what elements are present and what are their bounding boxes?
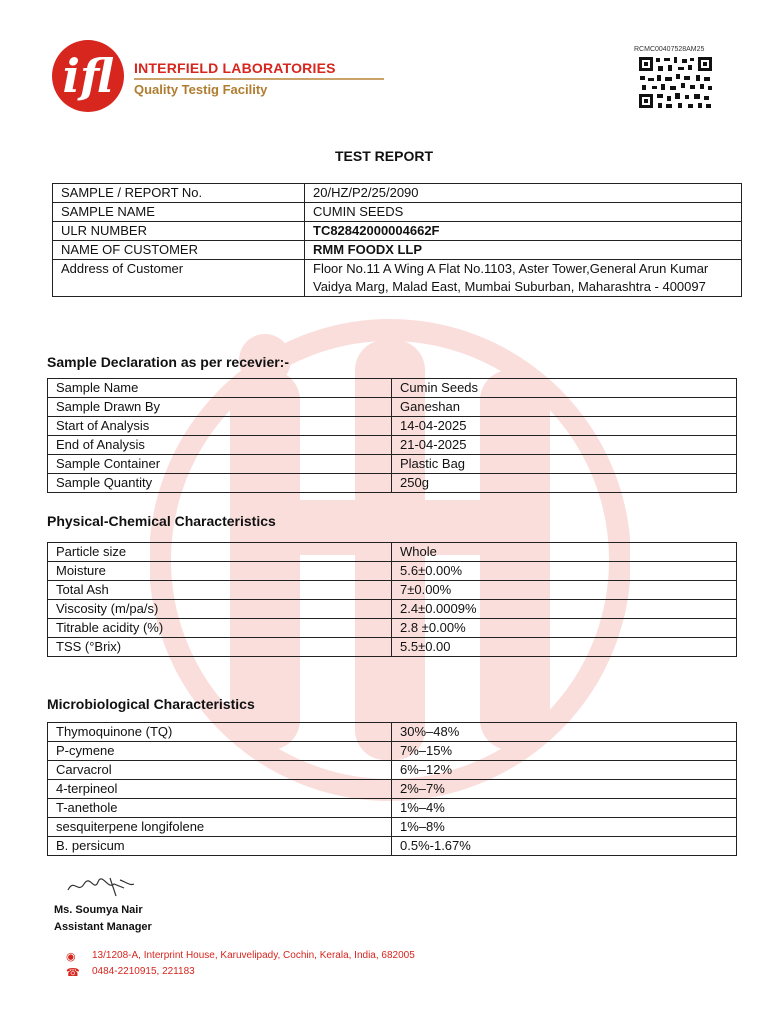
physical-chemical-row: [48, 581, 737, 600]
logo-divider: [134, 78, 384, 80]
row-label: Titrable acidity (%): [48, 619, 392, 638]
physical-chemical-row: [48, 638, 737, 657]
row-value: 5.6±0.00%: [392, 562, 737, 581]
physical-chemical-row: [48, 543, 737, 562]
physical-chemical-heading: Physical-Chemical Characteristics: [47, 513, 276, 529]
report-info-row: [53, 222, 742, 241]
row-label: Address of Customer: [53, 260, 305, 297]
company-tagline: Quality Testig Facility: [134, 82, 268, 97]
row-label: Sample Quantity: [48, 474, 392, 493]
microbiological-row: [48, 723, 737, 742]
physical-chemical-row: [48, 562, 737, 581]
microbiological-row: [48, 818, 737, 837]
row-value: 2%–7%: [392, 780, 737, 799]
row-value: 20/HZ/P2/25/2090: [305, 184, 742, 203]
row-value: Floor No.11 A Wing A Flat No.1103, Aster Tower,General Arun Kumar Vaidya Marg, Malad East, Mumbai Suburban, Maharashtra - 400097: [305, 260, 742, 297]
row-value: Cumin Seeds: [392, 379, 737, 398]
row-value: 30%–48%: [392, 723, 737, 742]
phone-icon: ☎: [66, 966, 80, 979]
microbiological-heading: Microbiological Characteristics: [47, 696, 255, 712]
footer-phone: 0484-2210915, 221183: [92, 966, 195, 977]
row-value: 250g: [392, 474, 737, 493]
row-label: Carvacrol: [48, 761, 392, 780]
signatory-designation: Assistant Manager: [54, 921, 152, 933]
sample-declaration-table: [47, 378, 737, 493]
row-label: Viscosity (m/pa/s): [48, 600, 392, 619]
row-label: SAMPLE / REPORT No.: [53, 184, 305, 203]
sample-declaration-row: [48, 379, 737, 398]
location-icon: ◉: [66, 950, 76, 963]
row-label: ULR NUMBER: [53, 222, 305, 241]
sample-declaration-row: [48, 398, 737, 417]
row-value: 1%–4%: [392, 799, 737, 818]
microbiological-row: [48, 761, 737, 780]
row-value: 7%–15%: [392, 742, 737, 761]
row-value: CUMIN SEEDS: [305, 203, 742, 222]
row-value: 0.5%-1.67%: [392, 837, 737, 856]
signature: [64, 872, 136, 900]
row-value: Ganeshan: [392, 398, 737, 417]
sample-declaration-heading: Sample Declaration as per recevier:-: [47, 354, 290, 370]
row-label: Sample Drawn By: [48, 398, 392, 417]
row-label: Total Ash: [48, 581, 392, 600]
microbiological-row: [48, 799, 737, 818]
signatory-name: Ms. Soumya Nair: [54, 904, 143, 916]
row-value: 7±0.00%: [392, 581, 737, 600]
microbiological-row: [48, 837, 737, 856]
qr-code-icon: [638, 56, 714, 110]
sample-declaration-row: [48, 474, 737, 493]
row-label: NAME OF CUSTOMER: [53, 241, 305, 260]
row-label: Particle size: [48, 543, 392, 562]
sample-declaration-row: [48, 417, 737, 436]
report-info-table: [52, 183, 742, 297]
logo-mark: ifl: [52, 40, 124, 112]
row-label: SAMPLE NAME: [53, 203, 305, 222]
microbiological-row: [48, 780, 737, 799]
physical-chemical-row: [48, 600, 737, 619]
report-info-row: [53, 260, 742, 297]
row-label: Thymoquinone (TQ): [48, 723, 392, 742]
physical-chemical-row: [48, 619, 737, 638]
row-value: 2.4±0.0009%: [392, 600, 737, 619]
row-value: 2.8 ±0.00%: [392, 619, 737, 638]
row-value: RMM FOODX LLP: [305, 241, 742, 260]
row-value: Whole: [392, 543, 737, 562]
row-value: 14-04-2025: [392, 417, 737, 436]
company-name: INTERFIELD LABORATORIES: [134, 60, 336, 76]
row-label: Moisture: [48, 562, 392, 581]
sample-declaration-row: [48, 436, 737, 455]
report-info-row: [53, 203, 742, 222]
row-label: Start of Analysis: [48, 417, 392, 436]
sample-declaration-row: [48, 455, 737, 474]
microbiological-table: [47, 722, 737, 856]
row-value: 5.5±0.00: [392, 638, 737, 657]
row-label: Sample Container: [48, 455, 392, 474]
qr-code-label: RCMC00407528AM25: [634, 46, 705, 53]
physical-chemical-table: [47, 542, 737, 657]
row-label: End of Analysis: [48, 436, 392, 455]
row-value: 1%–8%: [392, 818, 737, 837]
row-label: Sample Name: [48, 379, 392, 398]
row-label: sesquiterpene longifolene: [48, 818, 392, 837]
row-value: TC82842000004662F: [305, 222, 742, 241]
row-label: 4-terpineol: [48, 780, 392, 799]
row-label: B. persicum: [48, 837, 392, 856]
report-title: TEST REPORT: [334, 148, 433, 164]
row-label: P-cymene: [48, 742, 392, 761]
row-value: Plastic Bag: [392, 455, 737, 474]
footer-address: 13/1208-A, Interprint House, Karuvelipady, Cochin, Kerala, India, 682005: [92, 950, 415, 961]
report-info-row: [53, 241, 742, 260]
microbiological-row: [48, 742, 737, 761]
row-label: TSS (°Brix): [48, 638, 392, 657]
report-info-row: [53, 184, 742, 203]
row-value: 21-04-2025: [392, 436, 737, 455]
company-logo: [52, 40, 342, 120]
row-value: 6%–12%: [392, 761, 737, 780]
row-label: T-anethole: [48, 799, 392, 818]
